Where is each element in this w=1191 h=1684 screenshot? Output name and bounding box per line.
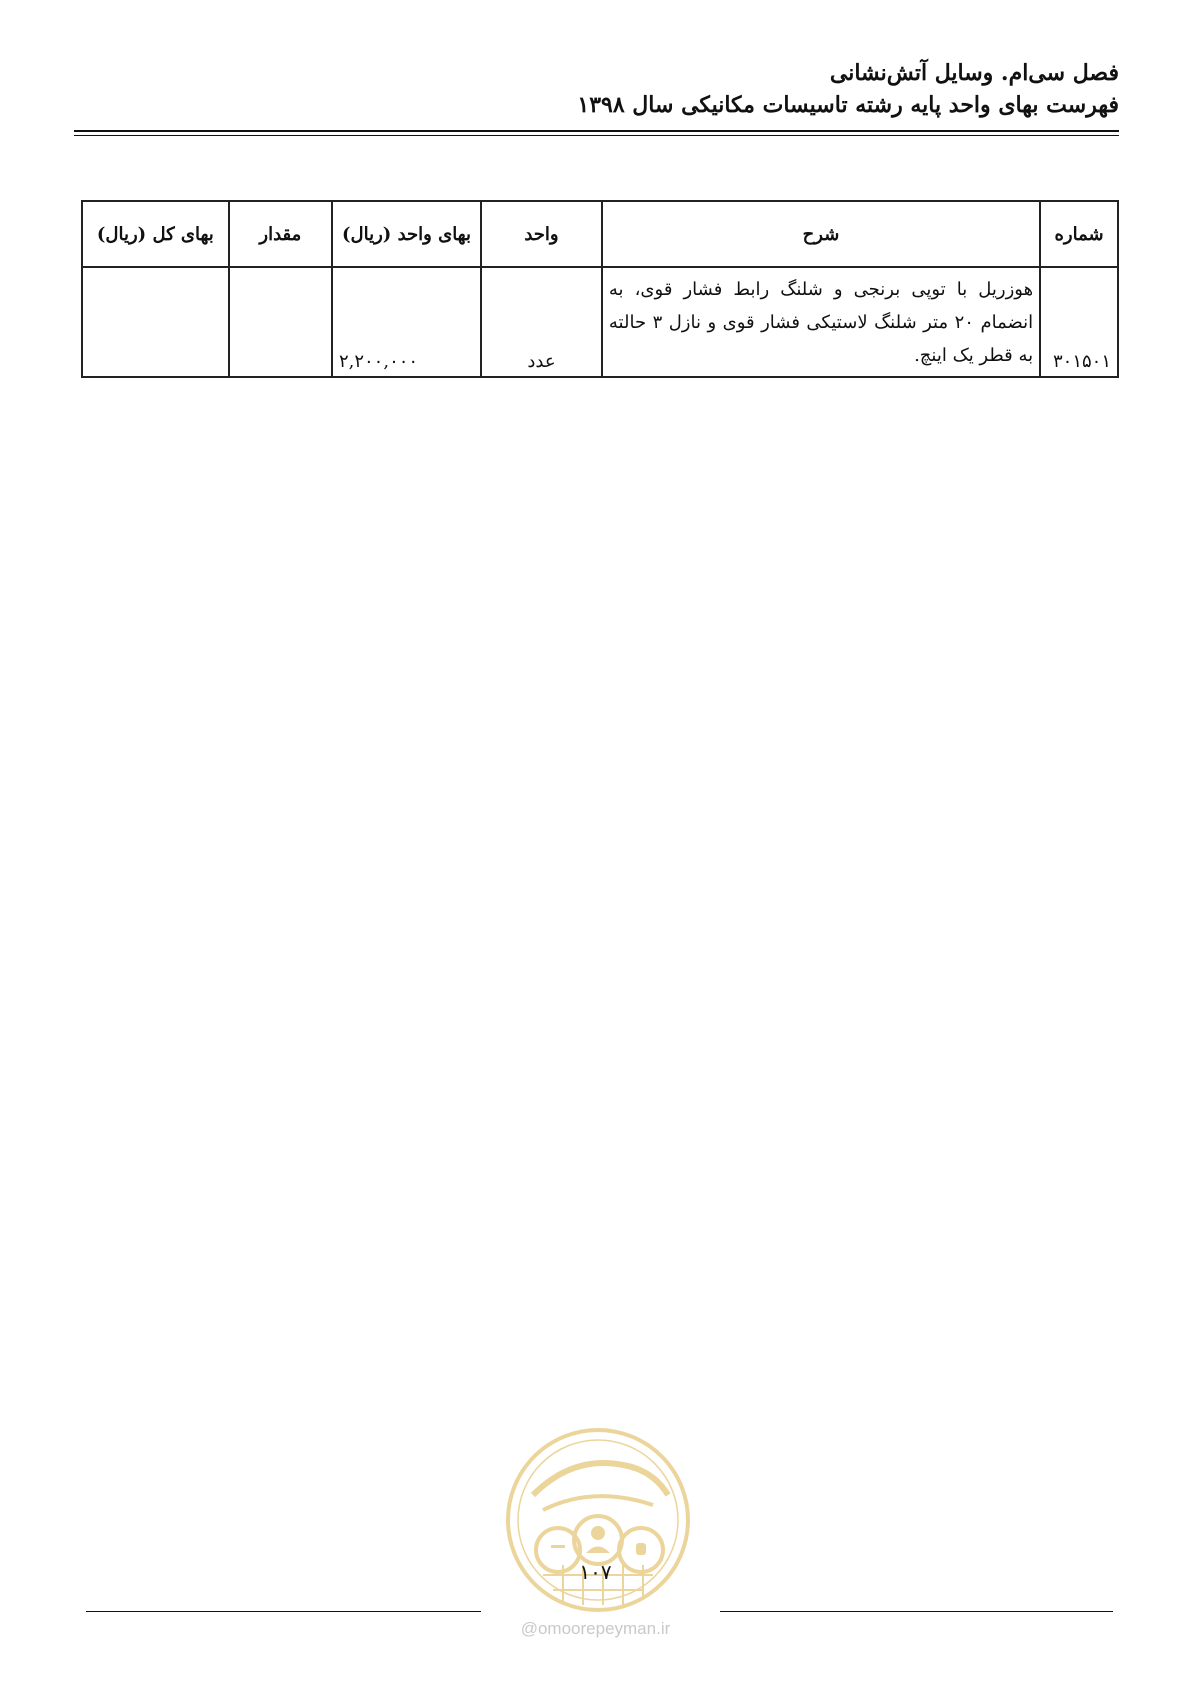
table-header-row [82,201,1118,267]
header-rule-thin [74,135,1119,136]
row-quantity [229,267,332,377]
website-watermark: @omoorepeyman.ir [520,1619,671,1638]
header-description: شرح [602,201,1040,267]
row-unit-price: ۲,۲۰۰,۰۰۰ [332,267,481,377]
footer-rule-right [720,1611,1113,1612]
row-number: ۳۰۱۵۰۱ [1040,267,1118,377]
header-rule-thick [74,130,1119,132]
table-row [82,267,1118,377]
footer-rule-left [86,1611,481,1612]
row-total-price [82,267,229,377]
list-title: فهرست بهای واحد پایه رشته تاسیسات مکانیکی سال ۱۳۹۸ [577,92,1119,118]
header-unit-price: بهای واحد (ریال) [332,201,481,267]
row-unit: عدد [481,267,602,377]
chapter-title: فصل سی‌ام. وسایل آتش‌نشانی [829,60,1119,86]
row-description: هوزریل با توپی برنجی و شلنگ رابط فشار قوی، به انضمام ۲۰ متر شلنگ لاستیکی فشار قوی و نازل ۳ حالته به قطر یک اینچ. [602,267,1040,377]
header-quantity: مقدار [229,201,332,267]
price-table [81,200,1119,378]
header-total-price: بهای کل (ریال) [82,201,229,267]
page-header [69,58,1119,120]
watermark-seal-icon [503,1425,693,1615]
header-unit: واحد [481,201,602,267]
page-number: ۱۰۷ [579,1560,612,1584]
header-number: شماره [1040,201,1118,267]
